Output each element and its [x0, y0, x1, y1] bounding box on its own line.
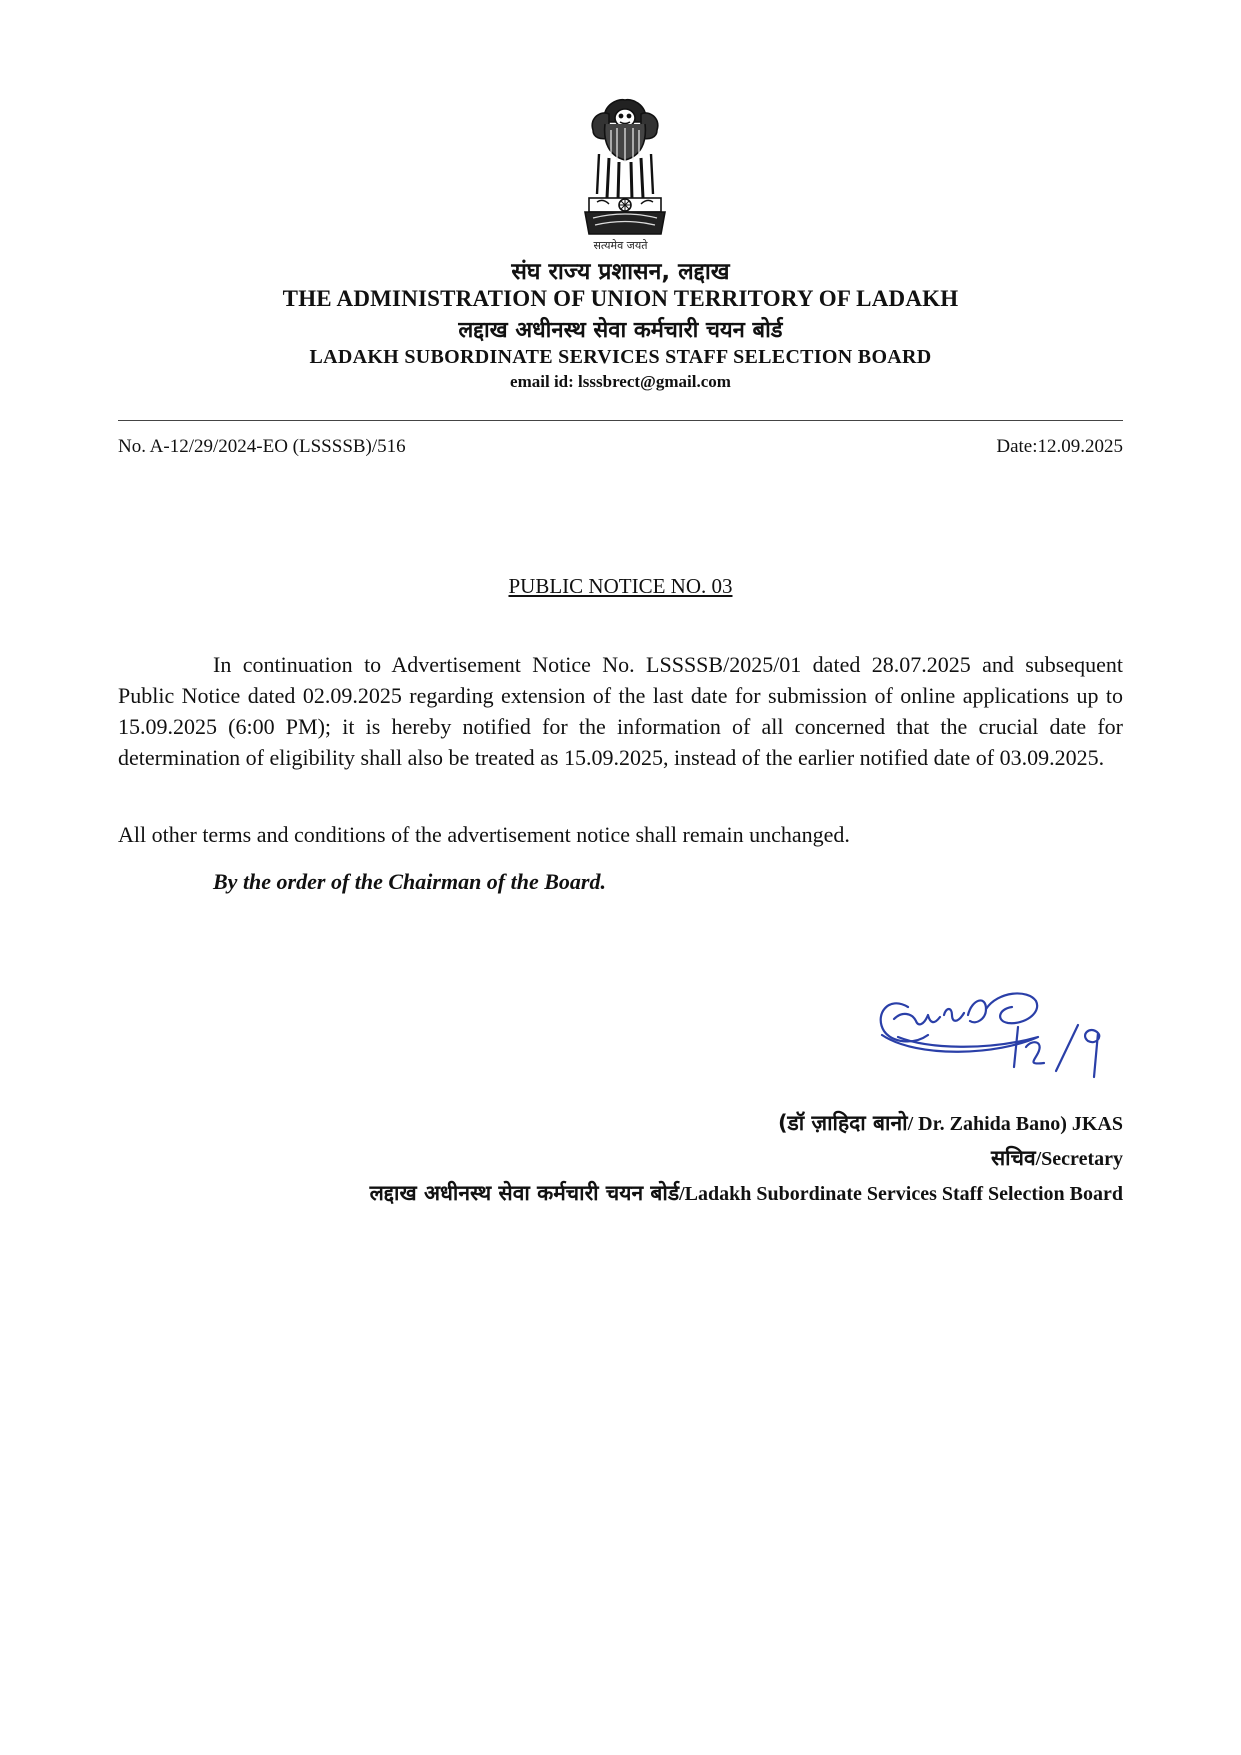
signatory-board-english: /Ladakh Subordinate Services Staff Selection Board — [679, 1183, 1123, 1205]
reference-number: No. A-12/29/2024-EO (LSSSSB)/516 — [118, 436, 406, 457]
header-divider — [118, 420, 1123, 421]
board-title-hindi: लद्दाख अधीनस्थ सेवा कर्मचारी चयन बोर्ड — [458, 318, 783, 343]
signatory-name-hindi: (डॉ ज़ाहिदा बानो — [777, 1111, 908, 1135]
signatory-block — [370, 1106, 1123, 1211]
national-emblem-icon — [575, 94, 675, 246]
handwritten-signature — [868, 985, 1128, 1085]
board-email: email id: lsssbrect@gmail.com — [510, 372, 731, 391]
order-line: By the order of the Chairman of the Board. — [213, 869, 606, 894]
signatory-board-hindi: लद्दाख अधीनस्थ सेवा कर्मचारी चयन बोर्ड — [369, 1181, 680, 1205]
signatory-designation-hindi: सचिव — [990, 1146, 1036, 1170]
notice-date: Date:12.09.2025 — [996, 436, 1123, 457]
emblem-motto: सत्यमेव जयते — [593, 239, 648, 252]
notice-paragraph-terms: All other terms and conditions of the advertisement notice shall remain unchanged. — [118, 822, 850, 847]
signatory-name-line — [370, 1106, 1123, 1141]
board-title-english: LADAKH SUBORDINATE SERVICES STAFF SELECTION BOARD — [309, 346, 932, 368]
signatory-board-line — [370, 1176, 1123, 1211]
notice-paragraph-main: In continuation to Advertisement Notice No. LSSSSB/2025/01 dated 28.07.2025 and subsequent Public Notice dated 02.09.2025 regarding extension of the last date for submission of online applications up to 15.09.2025 (6:00 PM); it is hereby notified for the information of all concerned that the crucial date for determination of eligibility shall also be treated as 15.09.2025, instead of the earlier notified date of 03.09.2025. — [118, 652, 1123, 770]
signatory-designation-line — [370, 1141, 1123, 1176]
signatory-designation-english: /Secretary — [1035, 1148, 1123, 1170]
org-title-hindi: संघ राज्य प्रशासन, लद्दाख — [511, 259, 730, 285]
notice-title: PUBLIC NOTICE NO. 03 — [508, 574, 733, 598]
signatory-name-english: / Dr. Zahida Bano) JKAS — [907, 1113, 1123, 1135]
org-title-english: THE ADMINISTRATION OF UNION TERRITORY OF LADAKH — [282, 286, 959, 311]
